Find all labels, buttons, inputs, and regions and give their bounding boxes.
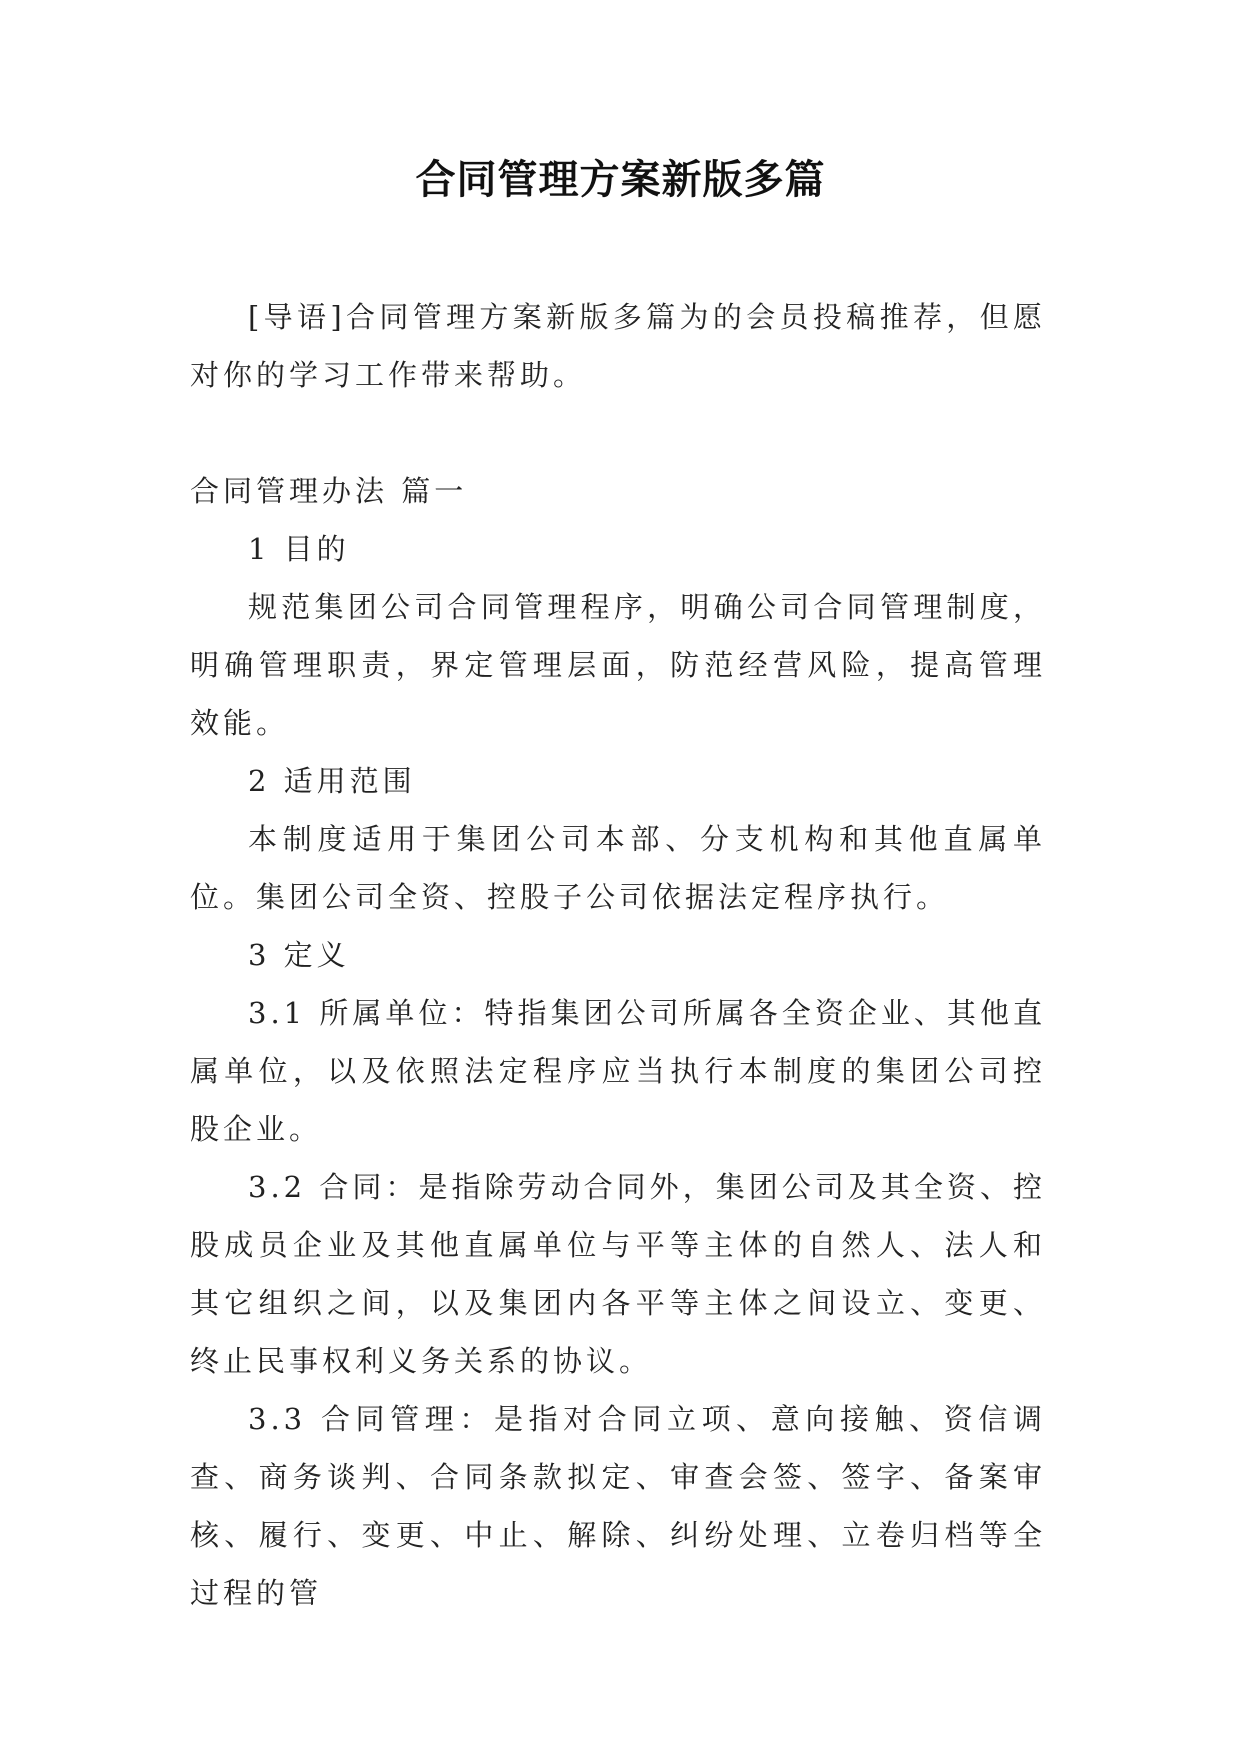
document-title: 合同管理方案新版多篇 <box>415 157 826 203</box>
section-heading: 合同管理办法 篇一 <box>190 474 468 508</box>
clause-text-scope: 本制度适用于集团公司本部、分支机构和其他直属单位。集团公司全资、控股子公司依据法定程序执行。 <box>190 822 1046 914</box>
clause-text-3-1: 3.1 所属单位：特指集团公司所属各全资企业、其他直属单位，以及依照法定程序应当执行本制度的集团公司控股企业。 <box>190 996 1046 1146</box>
clause-heading-purpose: 1 目的 <box>248 532 350 566</box>
clause-text-3-2: 3.2 合同：是指除劳动合同外，集团公司及其全资、控股成员企业及其他直属单位与平等主体的自然人、法人和其它组织之间，以及集团内各平等主体之间设立、变更、终止民事权利义务关系的协议。 <box>190 1170 1046 1378</box>
clause-heading-scope: 2 适用范围 <box>248 764 416 798</box>
clause-heading-definitions: 3 定义 <box>248 938 350 972</box>
intro-paragraph: [导语]合同管理方案新版多篇为的会员投稿推荐，但愿对你的学习工作带来帮助。 <box>190 300 1046 392</box>
clause-text-3-3: 3.3 合同管理：是指对合同立项、意向接触、资信调查、商务谈判、合同条款拟定、审查会签、签字、备案审核、履行、变更、中止、解除、纠纷处理、立卷归档等全过程的管 <box>190 1402 1046 1610</box>
paragraph-spacer <box>190 404 1046 462</box>
document-body <box>190 288 1046 1622</box>
clause-text-purpose: 规范集团公司合同管理程序，明确公司合同管理制度，明确管理职责，界定管理层面，防范经营风险，提高管理效能。 <box>190 590 1046 740</box>
